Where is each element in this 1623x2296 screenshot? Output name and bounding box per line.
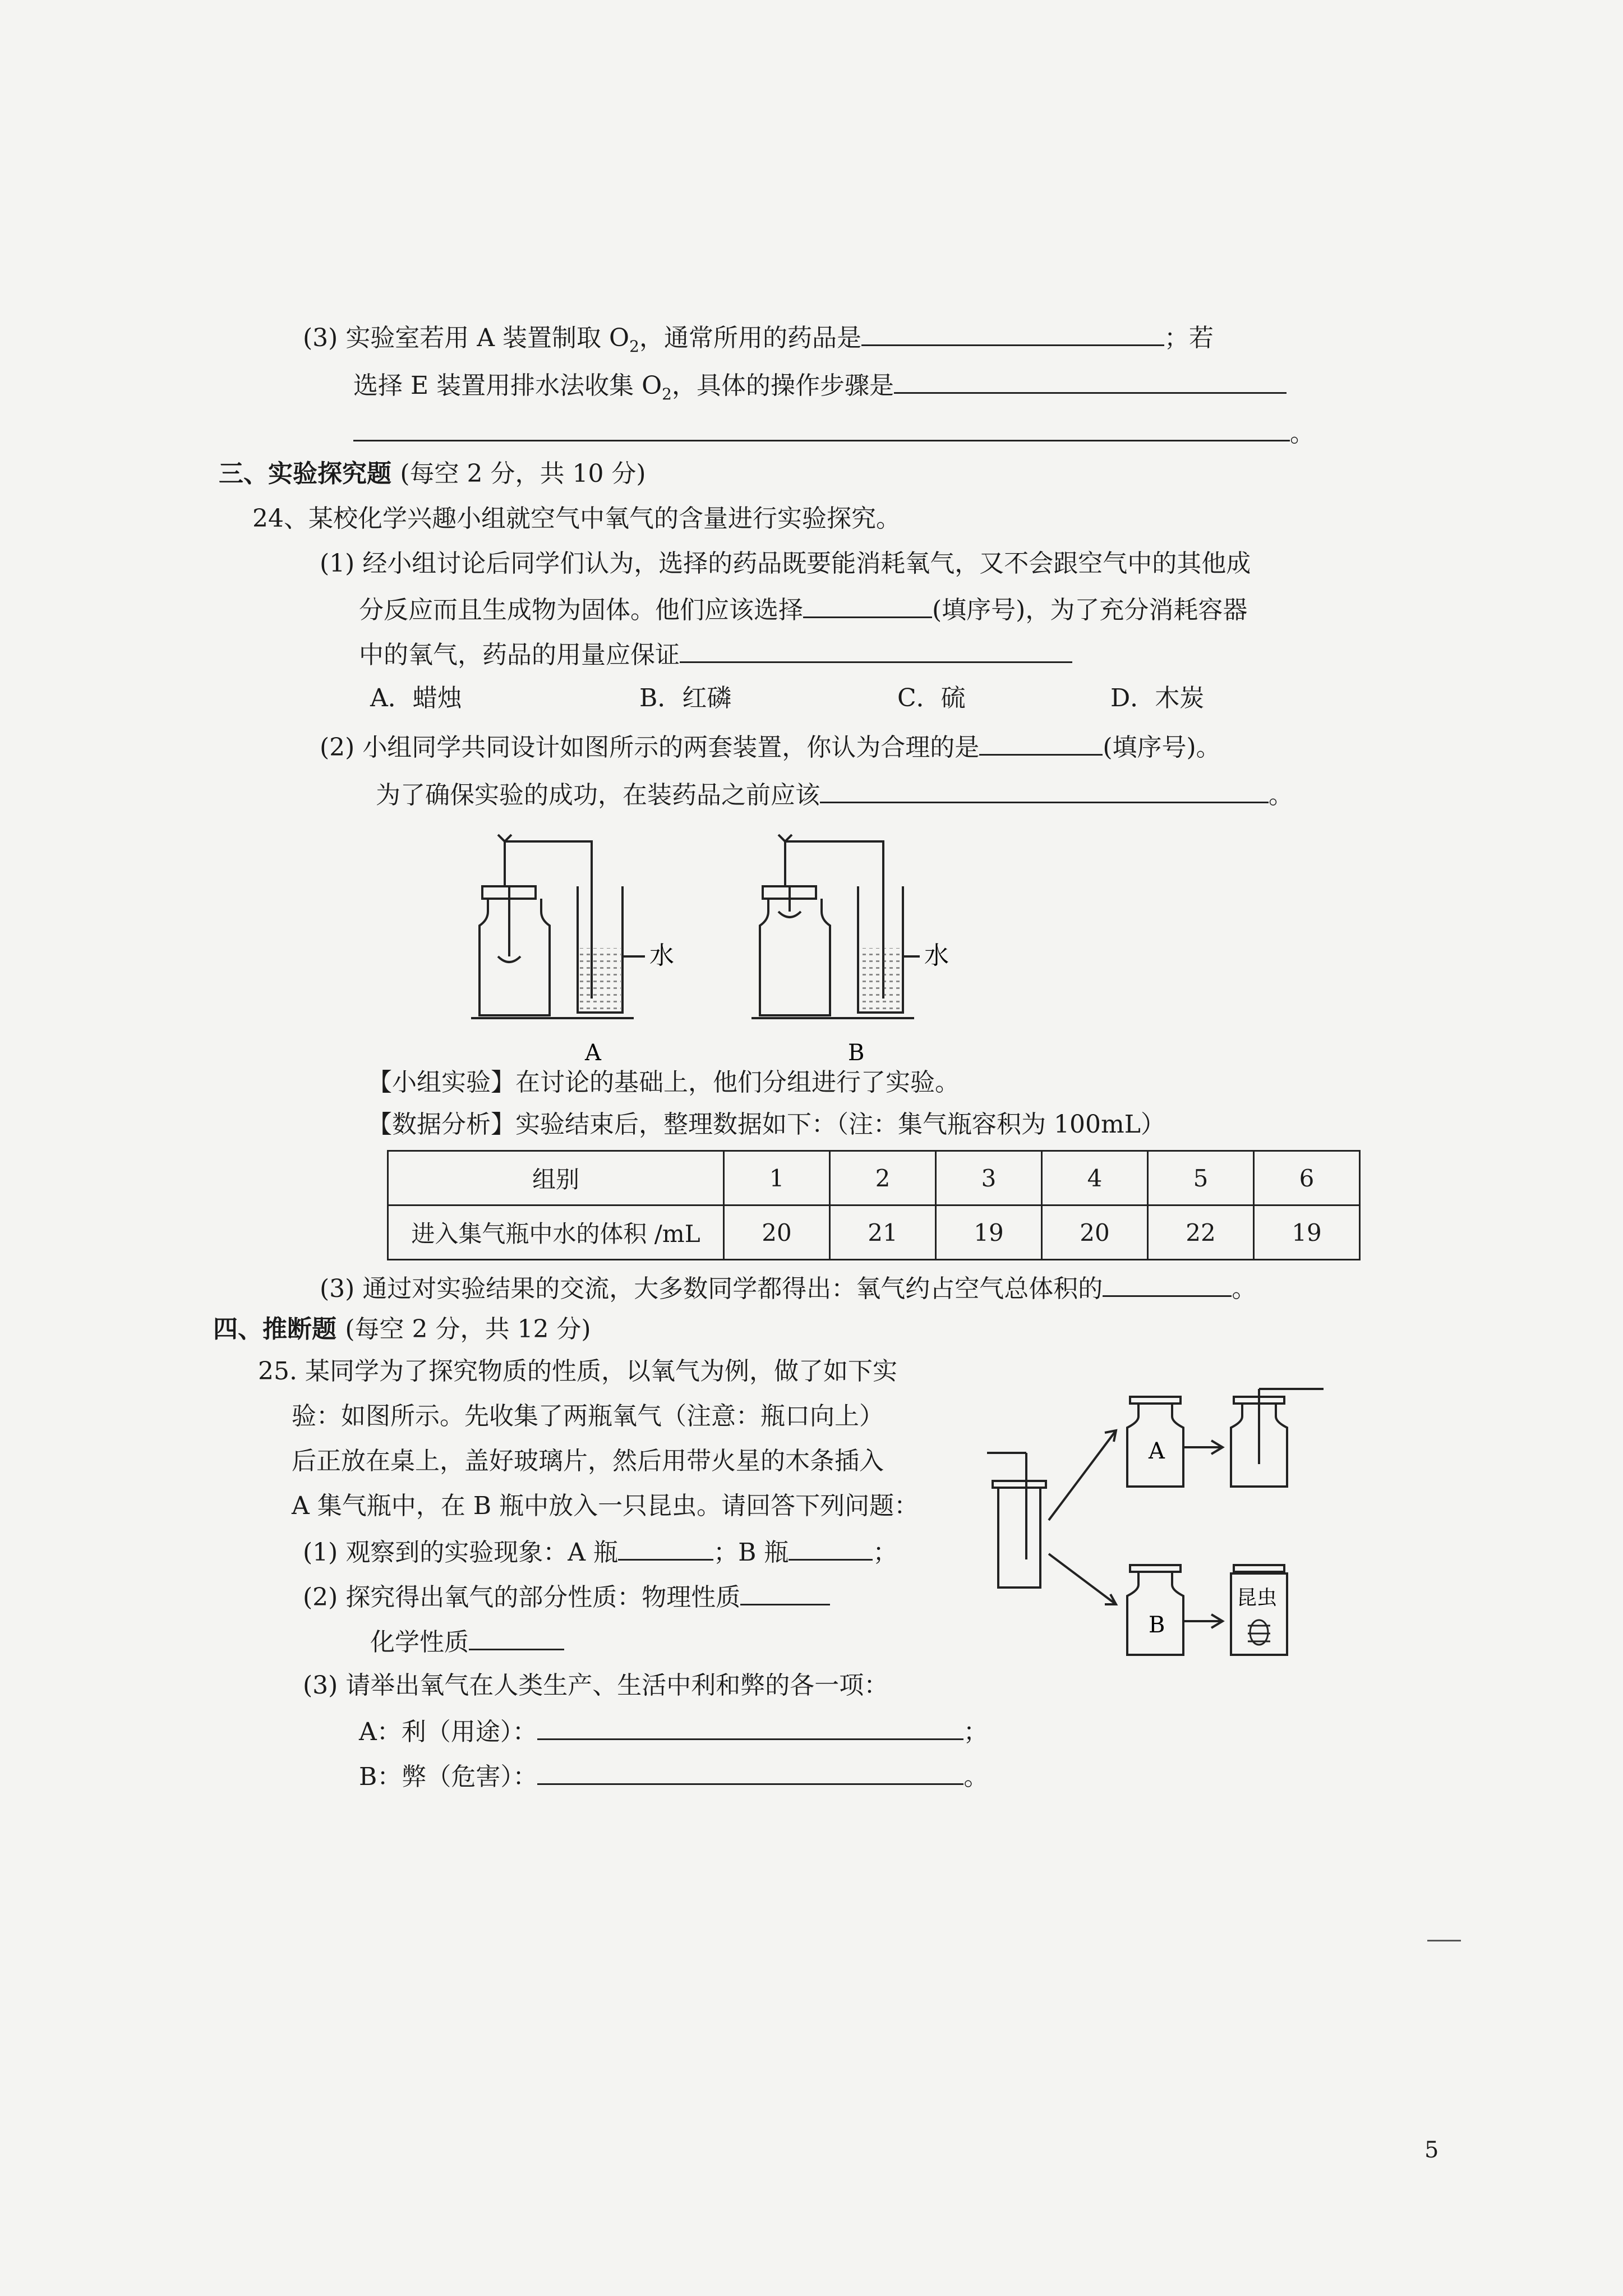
q25-stem-3: 后正放在桌上，盖好玻璃片，然后用带火星的木条插入	[292, 1447, 884, 1475]
insect-icon	[1248, 1620, 1270, 1645]
q24-option-a: A．蜡烛	[370, 684, 462, 712]
apparatus-water-label-a: 水	[649, 941, 674, 970]
q25-stem-1: 25. 某同学为了探究物质的性质，以氧气为例，做了如下实	[258, 1357, 897, 1386]
bottle-label-b: B	[1149, 1612, 1165, 1638]
table-group-3: 3	[936, 1151, 1042, 1205]
q24-part2-line1: (2) 小组同学共同设计如图所示的两套装置，你认为合理的是 (填序号)。	[320, 729, 1221, 765]
q24-data-analysis: 【数据分析】实验结束后，整理数据如下：（注：集气瓶容积为 100mL）	[367, 1110, 1165, 1139]
page-number: 5	[1424, 2137, 1439, 2163]
table-value-3: 19	[936, 1205, 1042, 1260]
q25-part1: (1) 观察到的实验现象：A 瓶 ；B 瓶 ；	[303, 1534, 897, 1570]
apparatus-label-a: A	[585, 1040, 601, 1066]
q24-part1-line3: 中的氧气，药品的用量应保证	[359, 637, 1072, 672]
table-group-2: 2	[830, 1151, 936, 1205]
bottle-label-a: A	[1149, 1438, 1165, 1464]
table-value-1: 20	[724, 1205, 830, 1260]
q24-data-table	[387, 1150, 1361, 1260]
q25-stem-4: A 集气瓶中，在 B 瓶中放入一只昆虫。请回答下列问题：	[292, 1492, 919, 1520]
q23-part3-line1: (3) 实验室若用 A 装置制取 $O_2$，通常所用的药品是 ；若	[303, 320, 1214, 364]
q24-group-experiment: 【小组实验】在讨论的基础上，他们分组进行了实验。	[367, 1068, 960, 1097]
q24-part3: (3) 通过对实验结果的交流，大多数同学都得出：氧气约占空气总体积的 。	[320, 1271, 1256, 1306]
apparatus-water-label-b: 水	[924, 941, 949, 970]
table-row-label: 进入集气瓶中水的体积 /mL	[388, 1205, 724, 1260]
q24-part1-line2: 分反应而且生成物为固体。他们应该选择 (填序号)，为了充分消耗容器	[359, 592, 1247, 627]
q25-part3-benefit: A：利（用途）： ；	[359, 1714, 988, 1749]
insect-label: 昆虫	[1237, 1586, 1278, 1609]
table-group-1: 1	[724, 1151, 830, 1205]
q23-part3-line2: 选择 E 装置用排水法收集 $O_2$，具体的操作步骤是	[353, 367, 1287, 411]
section3-title: 三、实验探究题 (每空 2 分，共 10 分)	[219, 459, 646, 488]
table-group-6: 6	[1254, 1151, 1360, 1205]
margin-mark	[1427, 1940, 1461, 1941]
table-row	[388, 1205, 1360, 1260]
table-header-label: 组别	[388, 1151, 724, 1205]
table-value-4: 20	[1042, 1205, 1148, 1260]
q24-option-d: D．木炭	[1110, 684, 1205, 712]
section4-title: 四、推断题 (每空 2 分，共 12 分)	[213, 1315, 591, 1343]
q25-part3-harm: B：弊（危害）： 。	[359, 1759, 988, 1794]
q25-part2-line1: (2) 探究得出氧气的部分性质：物理性质	[303, 1579, 830, 1614]
table-value-5: 22	[1148, 1205, 1254, 1260]
table-group-5: 5	[1148, 1151, 1254, 1205]
table-row	[388, 1151, 1360, 1205]
table-value-2: 21	[830, 1205, 936, 1260]
q24-apparatus-figure	[471, 830, 1032, 1071]
q25-part2-line2: 化学性质	[370, 1624, 564, 1659]
q25-bottle-figure	[987, 1386, 1335, 1677]
table-group-4: 4	[1042, 1151, 1148, 1205]
q25-stem-2: 验：如图所示。先收集了两瓶氧气（注意：瓶口向上）	[292, 1402, 884, 1430]
q24-part1-line1: (1) 经小组讨论后同学们认为，选择的药品既要能消耗氧气，又不会跟空气中的其他成	[320, 549, 1251, 578]
q24-option-b: B．红磷	[639, 684, 732, 712]
q25-part3: (3) 请举出氧气在人类生产、生活中利和弊的各一项：	[303, 1671, 889, 1700]
q24-part2-line2: 为了确保实验的成功，在装药品之前应该 。	[376, 777, 1293, 812]
q23-part3-line3: 。	[353, 415, 1315, 450]
table-value-6: 19	[1254, 1205, 1360, 1260]
q24-stem: 24、某校化学兴趣小组就空气中氧气的含量进行实验探究。	[252, 504, 901, 533]
apparatus-label-b: B	[848, 1040, 865, 1066]
q24-option-c: C．硫	[897, 684, 966, 712]
